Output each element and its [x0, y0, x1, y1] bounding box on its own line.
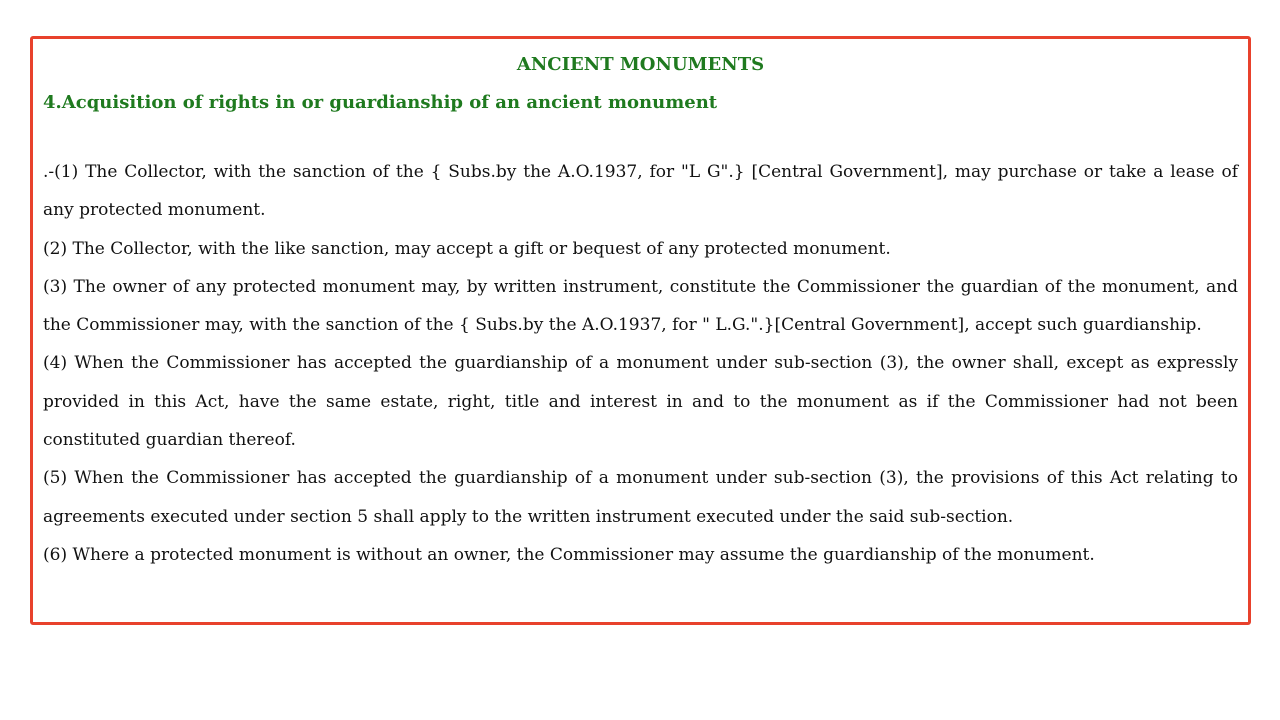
paragraph-6: (6) Where a protected monument is without an owner, the Commissioner may assume the guardianship of the monument.: [43, 544, 1095, 565]
document-frame: [30, 36, 1251, 625]
paragraph-1: .-(1) The Collector, with the sanction of the { Subs.by the A.O.1937, for "L G".} [Central Government], may purchase or take a lease of any protected monument.: [43, 162, 1238, 221]
section-heading: 4.Acquisition of rights in or guardianship of an ancient monument: [43, 92, 718, 113]
paragraph-3: (3) The owner of any protected monument may, by written instrument, constitute the Commissioner the guardian of the monument, and the Commissioner may, with the sanction of the { Subs.by the A.O.1937, for " L.G.".}[Central Government], accept such guardianship.: [43, 276, 1238, 336]
paragraph-4: (4) When the Commissioner has accepted the guardianship of a monument under sub-section (3), the owner shall, except as expressly provided in this Act, have the same estate, right, title and interest in and to the monument as if the Commissioner had not been constituted guardian thereof.: [43, 353, 1238, 451]
spacer: [43, 117, 1238, 153]
paragraph-2: (2) The Collector, with the like sanction, may accept a gift or bequest of any protected monument.: [43, 238, 891, 259]
paragraph-5: (5) When the Commissioner has accepted the guardianship of a monument under sub-section (3), the provisions of this Act relating to agreements executed under section 5 shall apply to the written instrument executed under the said sub-section.: [43, 468, 1238, 527]
document-title: ANCIENT MONUMENTS: [516, 54, 765, 75]
